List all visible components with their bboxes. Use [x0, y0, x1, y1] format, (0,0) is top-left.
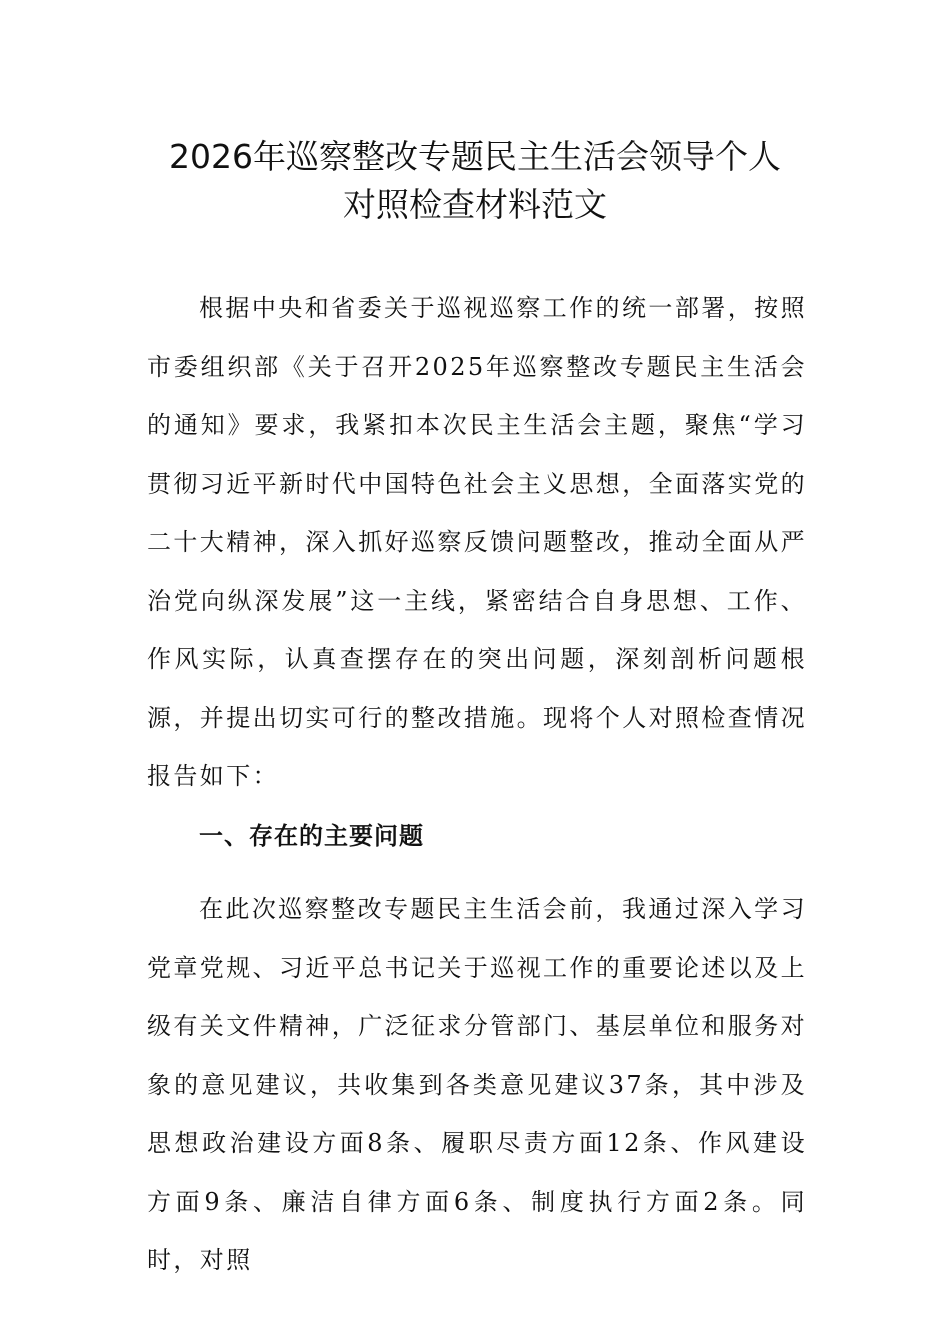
- section-heading-problems: 一、存在的主要问题: [199, 821, 424, 850]
- document-title-line-1: 2026年巡察整改专题民主生活会领导个人: [169, 137, 781, 176]
- intro-paragraph: 根据中央和省委关于巡视巡察工作的统一部署，按照市委组织部《关于召开2025年巡察整改专题民主生活会的通知》要求，我紧扣本次民主生活会主题，聚焦“学习贯彻习近平新时代中国特色社会主义思想，全面落实党的二十大精神，深入抓好巡察反馈问题整改，推动全面从严治党向纵深发展”这一主线，紧密结合自身思想、工作、作风实际，认真查摆存在的突出问题，深刻剖析问题根源，并提出切实可行的整改措施。现将个人对照检查情况报告如下：: [147, 294, 807, 790]
- section-1-paragraph: 在此次巡察整改专题民主生活会前，我通过深入学习党章党规、习近平总书记关于巡视工作的重要论述以及上级有关文件精神，广泛征求分管部门、基层单位和服务对象的意见建议，共收集到各类意见建议37条，其中涉及思想政治建设方面8条、履职尽责方面12条、作风建设方面9条、廉洁自律方面6条、制度执行方面2条。同时，对照: [147, 895, 807, 1274]
- document-title-line-2: 对照检查材料范文: [343, 185, 607, 224]
